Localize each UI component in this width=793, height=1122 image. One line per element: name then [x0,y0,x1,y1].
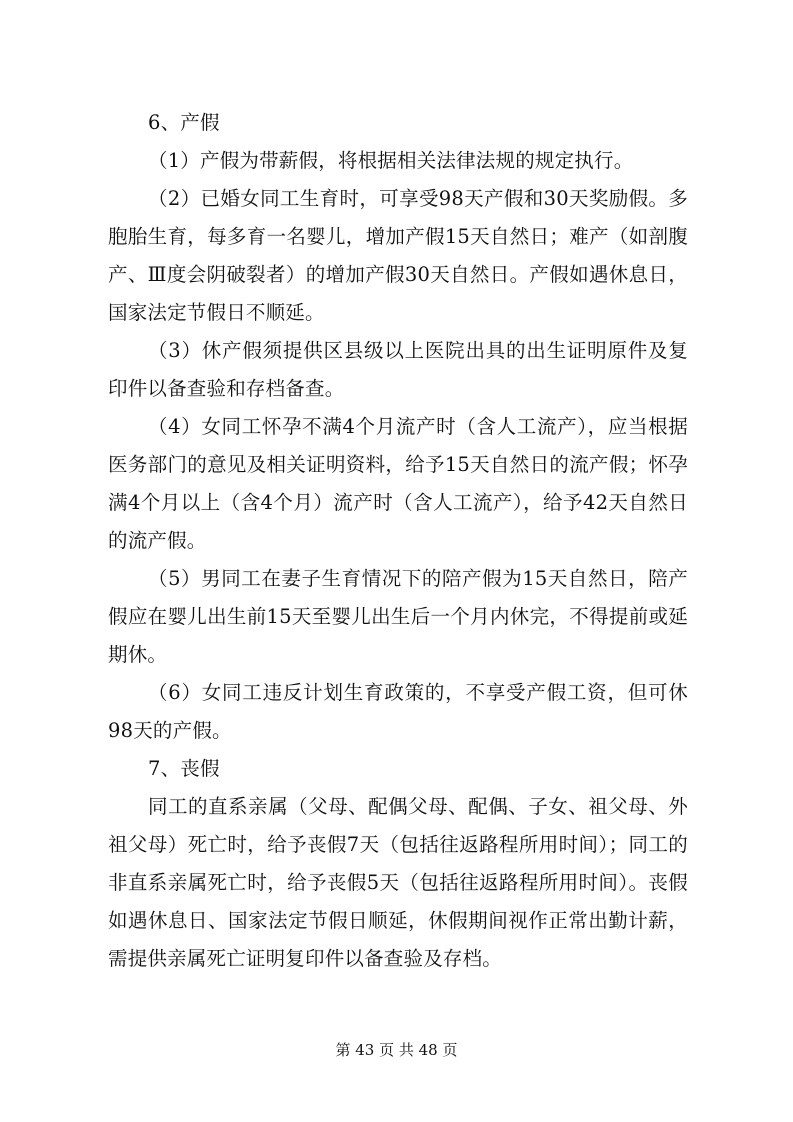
page-footer: 第 43 页 共 48 页 [335,1041,458,1059]
maternity-item-3: （3）休产假须提供区县级以上医院出具的出生证明原件及复印件以备查验和存档备查。 [108,339,688,400]
maternity-item-2: （2）已婚女同工生育时，可享受98天产假和30天奖励假。多胞胎生育，每多育一名婴儿，增加产假15天自然日；难产（如剖腹产、Ⅲ度会阴破裂者）的增加产假30天自然日。产假如遇休息日，国家法定节假日不顺延。 [108,187,688,324]
maternity-item-1: （1）产假为带薪假，将根据相关法律法规的规定执行。 [148,149,634,172]
section-7-heading: 7、丧假 [148,757,220,780]
maternity-item-4: （4）女同工怀孕不满4个月流产时（含人工流产），应当根据医务部门的意见及相关证明资料，给予15天自然日的流产假；怀孕满4个月以上（含4个月）流产时（含人工流产），给予42天自然日的流产假。 [108,415,688,552]
page-content [108,104,688,978]
maternity-item-5: （5）男同工在妻子生育情况下的陪产假为15天自然日，陪产假应在婴儿出生前15天至婴儿出生后一个月内休完，不得提前或延期休。 [108,567,688,666]
maternity-item-6: （6）女同工违反计划生育政策的，不享受产假工资，但可休98天的产假。 [108,681,688,742]
section-6-heading: 6、产假 [148,111,220,134]
bereavement-paragraph: 同工的直系亲属（父母、配偶父母、配偶、子女、祖父母、外祖父母）死亡时，给予丧假7天（包括往返路程所用时间）；同工的非直系亲属死亡时，给予丧假5天（包括往返路程所用时间）。丧假如遇休息日、国家法定节假日顺延，休假期间视作正常出勤计薪，需提供亲属死亡证明复印件以备查验及存档。 [108,795,688,970]
